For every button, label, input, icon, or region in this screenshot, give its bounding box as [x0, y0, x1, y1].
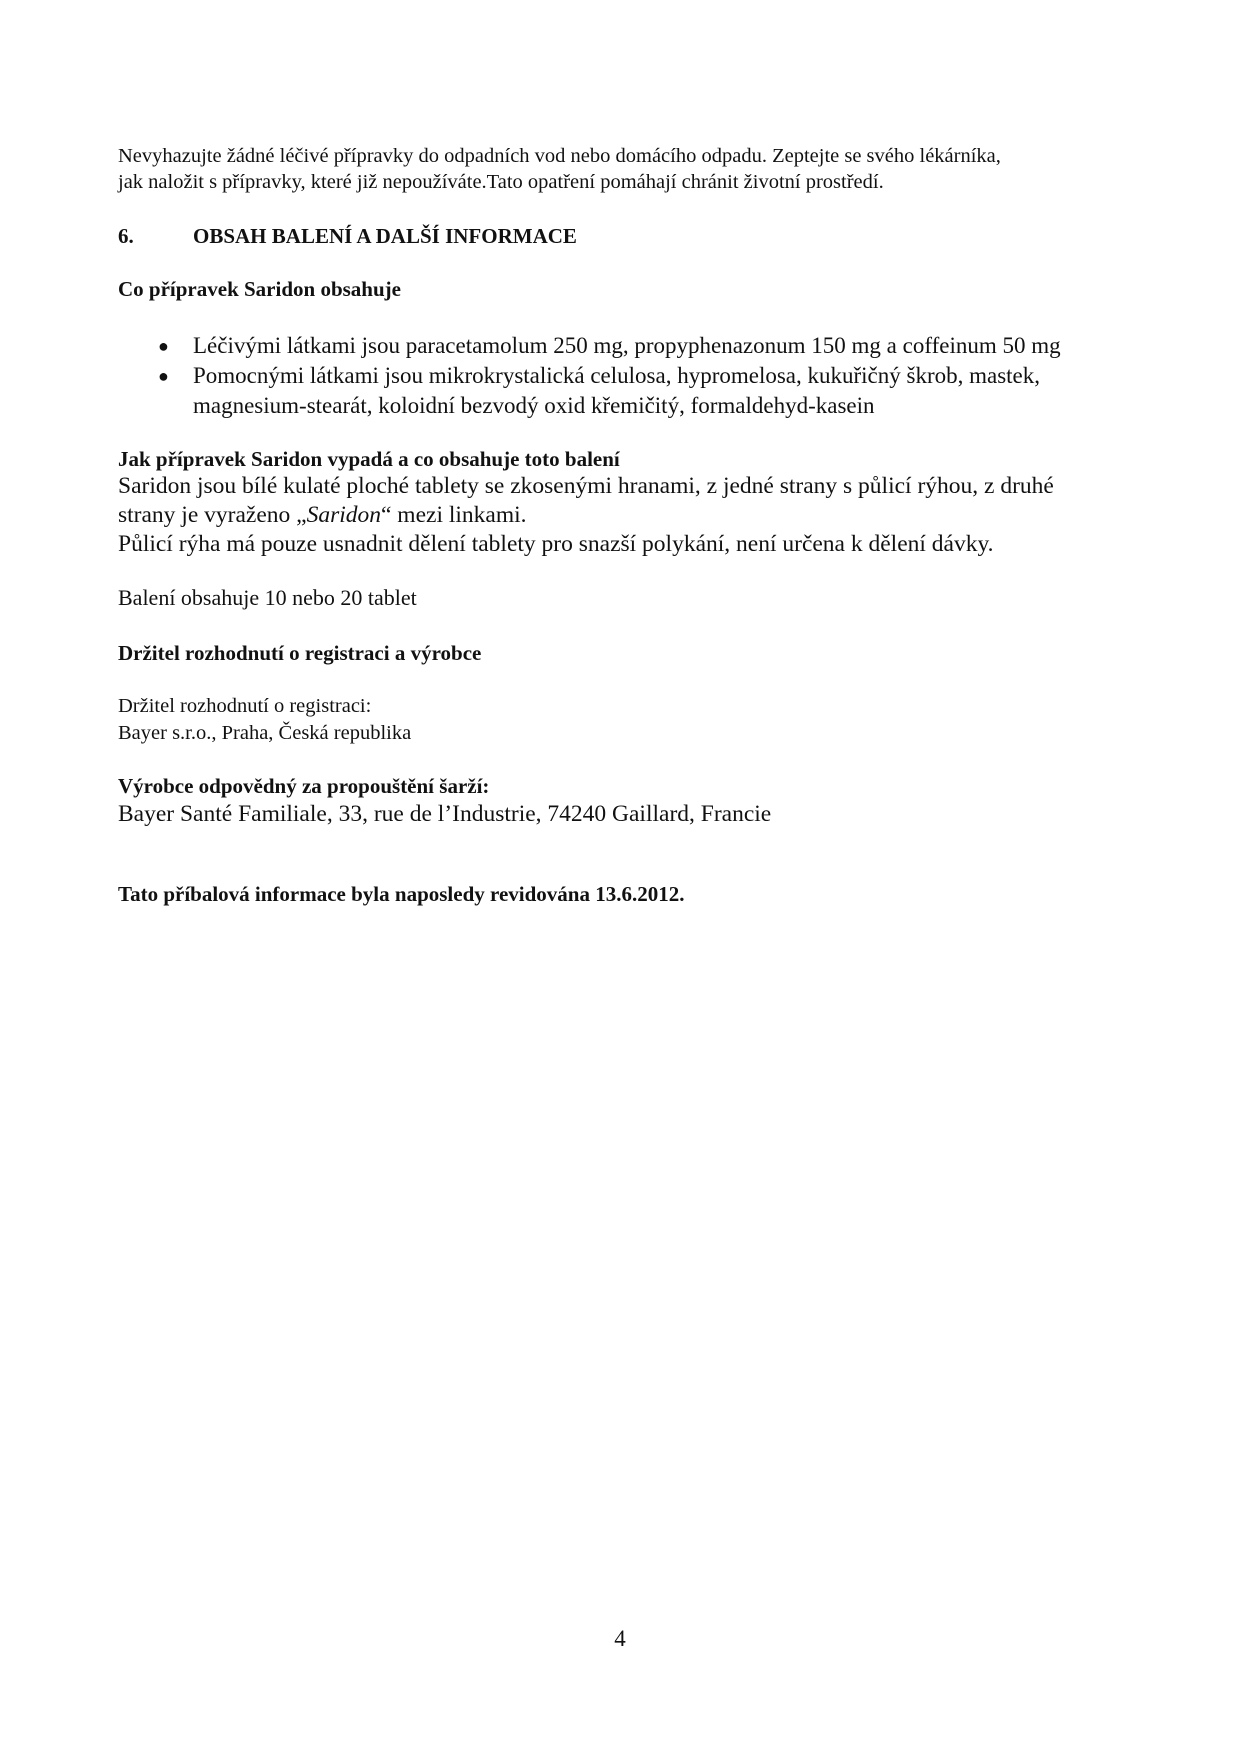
package-block: [118, 583, 1128, 612]
section-title: OBSAH BALENÍ A DALŠÍ INFORMACE: [193, 224, 577, 248]
contents-heading: Co přípravek Saridon obsahuje: [118, 277, 401, 301]
section-heading: [118, 223, 1128, 249]
disposal-paragraph: [118, 143, 1128, 195]
excipients-line-1: Pomocnými látkami jsou mikrokrystalická celulosa, hypromelosa, kukuřičný škrob, mastek,: [193, 363, 1041, 388]
bullet-icon: ●: [158, 336, 169, 356]
disposal-line-2: jak naložit s přípravky, které již nepoužíváte.Tato opatření pomáhají chránit životní prostředí.: [118, 171, 884, 193]
appearance-line-2-start: strany je vyraženo „: [118, 502, 307, 528]
appearance-heading: Jak přípravek Saridon vypadá a co obsahuje toto balení: [118, 447, 620, 471]
revision-text: Tato příbalová informace byla naposledy revidována 13.6.2012.: [118, 882, 685, 906]
list-item: [118, 361, 1128, 421]
appearance-line-2-end: “ mezi linkami.: [381, 502, 527, 528]
contents-heading-block: [118, 276, 1128, 302]
active-substances-text: Léčivými látkami jsou paracetamolum 250 mg, propyphenazonum 150 mg a coffeinum 50 mg: [193, 333, 1061, 358]
manufacturer-heading: Výrobce odpovědný za propouštění šarží:: [118, 774, 490, 798]
ingredients-list: [118, 331, 1128, 421]
revision-block: [118, 881, 1128, 907]
appearance-line-2: [118, 501, 1128, 530]
manufacturer-block: [118, 773, 1128, 829]
ingredients-list-block: [118, 331, 1128, 421]
page-number: 4: [614, 1626, 626, 1651]
list-item: [118, 331, 1128, 361]
holder-block: [118, 640, 1128, 666]
disposal-line-1: Nevyhazujte žádné léčivé přípravky do odpadních vod nebo domácího odpadu. Zeptejte se svého lékárníka,: [118, 145, 1001, 167]
manufacturer-value: Bayer Santé Familiale, 33, rue de l’Industrie, 74240 Gaillard, Francie: [118, 801, 772, 827]
brand-name: Saridon: [306, 502, 381, 528]
holder-label: Držitel rozhodnutí o registraci:: [118, 695, 372, 717]
holder-heading: Držitel rozhodnutí o registraci a výrobce: [118, 641, 482, 665]
appearance-line-3: Půlicí rýha má pouze usnadnit dělení tablety pro snazší polykání, není určena k dělení dávky.: [118, 531, 994, 557]
package-text: Balení obsahuje 10 nebo 20 tablet: [118, 585, 417, 610]
appearance-line-1: Saridon jsou bílé kulaté ploché tablety se zkosenými hranami, z jedné strany s půlicí rýhou, z druhé: [118, 473, 1054, 499]
holder-details: [118, 693, 1128, 747]
holder-value: Bayer s.r.o., Praha, Česká republika: [118, 722, 412, 744]
bullet-icon: ●: [158, 366, 169, 386]
appearance-block: [118, 446, 1128, 559]
excipients-line-2: magnesium-stearát, koloidní bezvodý oxid křemičitý, formaldehyd-kasein: [193, 393, 875, 418]
section-number: 6.: [118, 224, 134, 248]
